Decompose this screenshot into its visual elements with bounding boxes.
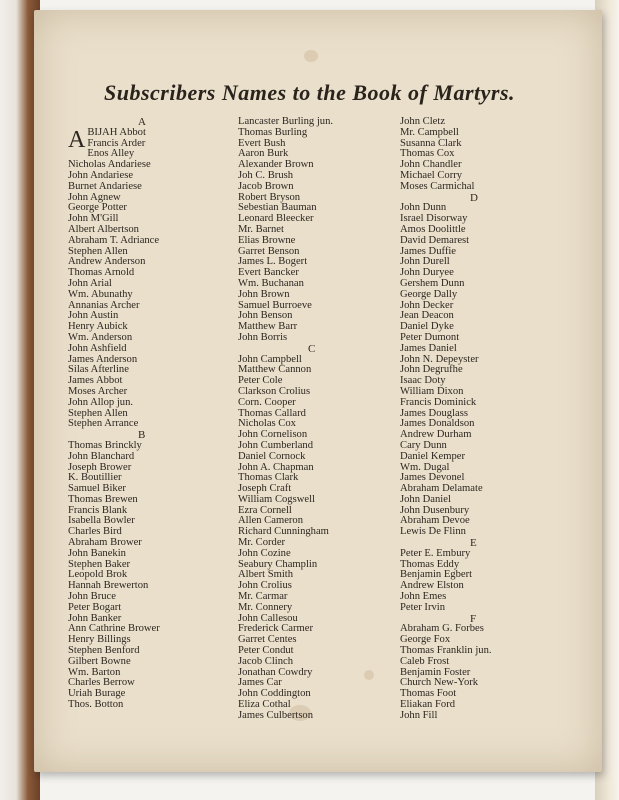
subscriber-name: Frederick Carmer [238, 623, 314, 635]
subscriber-name: Daniel Kemper [400, 450, 466, 462]
subscriber-name: Matthew Barr [238, 321, 298, 333]
subscriber-name: Nicholas Cox [238, 418, 296, 430]
subscriber-column-2 [238, 117, 388, 722]
subscriber-name: John Borris [238, 331, 288, 343]
drop-cap-letter: A [68, 126, 86, 153]
subscriber-name: James Car [238, 677, 282, 689]
subscriber-name: John Duryee [400, 267, 454, 279]
subscriber-name: Ezra Cornell [238, 504, 292, 516]
subscriber-name: James Daniel [400, 342, 457, 354]
subscriber-name: Peter Condut [238, 645, 294, 657]
subscriber-name: George Fox [400, 634, 451, 646]
subscriber-name: John Decker [400, 299, 454, 311]
subscriber-column-3 [400, 117, 550, 722]
subscriber-name: William Cogswell [238, 493, 315, 505]
subscriber-name: John Arial [68, 277, 112, 289]
subscriber-name: John Banekin [68, 547, 126, 559]
subscriber-name: Mr. Barnet [238, 223, 284, 235]
subscriber-name: Daniel Cornock [238, 450, 306, 462]
subscriber-name: Isabella Bowler [68, 515, 135, 527]
subscriber-name: Matthew Cannon [238, 364, 312, 376]
subscriber-name: James Abbot [68, 375, 123, 387]
section-letter: B [138, 429, 146, 442]
subscriber-name: Uriah Burage [68, 688, 126, 700]
subscriber-name: Peter Dumont [400, 331, 460, 343]
subscriber-name: Silas Afterline [68, 364, 129, 376]
subscriber-name: Albert Albertson [68, 223, 139, 235]
subscriber-name: Michael Corry [400, 169, 463, 181]
subscriber-name: Israel Disorway [400, 213, 468, 225]
subscriber-name: Stephen Baker [68, 558, 131, 570]
subscriber-name: Leonard Bleecker [238, 213, 314, 225]
subscriber-name: Burnet Andariese [68, 180, 142, 192]
subscriber-name: Andrew Elston [400, 580, 464, 592]
subscriber-name: Francis Blank [68, 504, 128, 516]
subscriber-name: Charles Bird [68, 526, 122, 538]
subscriber-name: John Ashfield [68, 342, 127, 354]
subscriber-name: Thomas Brinckly [68, 439, 142, 451]
subscriber-name: Robert Bryson [238, 191, 301, 203]
subscriber-name: Jonathan Cowdry [238, 666, 313, 678]
subscriber-name: Jean Deacon [400, 310, 454, 322]
subscriber-name: Leopold Brok [68, 569, 128, 581]
subscriber-name: Daniel Dyke [400, 321, 454, 333]
subscriber-name: John Durell [400, 256, 450, 268]
subscriber-name: Abraham Brower [68, 537, 142, 549]
subscriber-name: Samuel Biker [68, 483, 126, 495]
subscriber-name: George Dally [400, 288, 458, 300]
subscriber-name: John Brown [238, 288, 290, 300]
subscriber-name: Gershem Dunn [400, 277, 465, 289]
subscriber-name: Francis Dominick [400, 396, 477, 408]
subscriber-name: James L. Bogert [238, 256, 308, 268]
subscriber-name: Jacob Clinch [238, 655, 294, 667]
subscriber-name: John Chandler [400, 159, 462, 171]
subscriber-name: John Campbell [238, 353, 302, 365]
subscriber-name: Peter Bogart [68, 601, 122, 613]
subscriber-name: John Bruce [68, 591, 116, 603]
subscriber-name: John Callesou [238, 612, 298, 624]
subscriber-name: Andrew Anderson [68, 256, 146, 268]
subscriber-name: Andrew Durham [400, 429, 472, 441]
subscriber-name: Mr. Campbell [400, 126, 459, 138]
subscriber-name: Caleb Frost [400, 655, 450, 667]
subscriber-name: Joseph Craft [238, 483, 292, 495]
subscriber-name: Thomas Franklin jun. [400, 645, 492, 657]
subscriber-name: David Demarest [400, 234, 470, 246]
subscriber-name: Thos. Botton [68, 699, 124, 711]
subscriber-name: Isaac Doty [400, 375, 446, 387]
subscriber-name: Thomas Brewen [68, 493, 138, 505]
subscriber-name: Corn. Cooper [238, 396, 296, 408]
subscriber-name: Stephen Allen [68, 245, 128, 257]
subscriber-name: Allen Cameron [238, 515, 304, 527]
subscriber-name: Richard Cunningham [238, 526, 329, 538]
subscriber-name: Lewis De Flinn [400, 526, 466, 538]
subscriber-name: Wm. Abunathy [68, 288, 133, 300]
subscriber-name: Ann Cathrine Brower [68, 623, 160, 635]
subscriber-name: Albert Smith [238, 569, 294, 581]
subscriber-name: Evert Bancker [238, 267, 299, 279]
subscriber-name: Thomas Arnold [68, 267, 135, 279]
subscriber-name: James Donaldson [400, 418, 475, 430]
subscriber-name: Abraham Delamate [400, 483, 483, 495]
subscriber-name: Annanias Archer [68, 299, 140, 311]
section-letter: D [470, 191, 478, 204]
subscriber-name: Wm. Dugal [400, 461, 450, 473]
subscriber-name: James Duffie [400, 245, 456, 257]
subscriber-name: Abraham Devoe [400, 515, 470, 527]
section-letter: E [470, 537, 477, 550]
subscriber-name: John Crolius [238, 580, 292, 592]
subscriber-column-1 [68, 117, 218, 711]
subscriber-name: John Benson [238, 310, 293, 322]
subscriber-name: Lancaster Burling jun. [238, 116, 334, 127]
subscriber-name: John Allop jun. [68, 396, 134, 408]
subscriber-name: John Fill [400, 709, 438, 721]
subscriber-name: Peter E. Embury [400, 547, 471, 559]
subscriber-name: John Emes [400, 591, 447, 603]
subscriber-name: Wm. Barton [68, 666, 121, 678]
subscriber-name: John Cumberland [238, 439, 314, 451]
subscriber-name: Thomas Cox [400, 148, 455, 160]
subscriber-name: John Austin [68, 310, 119, 322]
subscriber-name: Clarkson Crolius [238, 385, 311, 397]
subscriber-name: Moses Archer [68, 385, 128, 397]
subscriber-name: Henry Billings [68, 634, 131, 646]
subscriber-name: John Dusenbury [400, 504, 470, 516]
subscriber-name: James Douglass [400, 407, 468, 419]
subscriber-name: Cary Dunn [400, 439, 447, 451]
subscriber-name: John Blanchard [68, 450, 135, 462]
subscriber-name: Benjamin Egbert [400, 569, 473, 581]
subscriber-name: Abraham G. Forbes [400, 623, 484, 635]
subscriber-name: Evert Bush [238, 137, 286, 149]
subscriber-name: John Dunn [400, 202, 447, 214]
subscriber-name: John Agnew [68, 191, 121, 203]
section-letter: A [138, 116, 146, 128]
subscriber-name: John Banker [68, 612, 122, 624]
subscriber-name: William Dixon [400, 385, 464, 397]
section-letter: F [470, 612, 477, 625]
subscriber-name: John Cozine [238, 547, 291, 559]
subscriber-name: Moses Carmichal [400, 180, 475, 192]
subscriber-name: Francis Arder [87, 137, 146, 149]
subscriber-name: Aaron Burk [238, 148, 289, 160]
subscriber-name: Church New-York [400, 677, 479, 689]
subscriber-name: Seabury Champlin [238, 558, 318, 570]
subscriber-name: Thomas Burling [238, 126, 308, 138]
subscriber-name: Sebestian Bauman [238, 202, 317, 214]
subscriber-name: John N. Depeyster [400, 353, 479, 365]
subscriber-name: Charles Berrow [68, 677, 135, 689]
subscriber-name: James Culbertson [238, 709, 314, 721]
subscriber-name: Wm. Anderson [68, 331, 133, 343]
subscriber-name: George Potter [68, 202, 127, 214]
subscriber-name: Thomas Eddy [400, 558, 460, 570]
subscriber-name: Wm. Buchanan [238, 277, 304, 289]
section-letter: C [308, 342, 316, 355]
subscriber-name: Enos Alley [87, 148, 135, 160]
subscriber-name: Mr. Corder [238, 537, 286, 549]
subscriber-name: Thomas Clark [238, 472, 299, 484]
subscriber-name: Abraham T. Adriance [68, 234, 160, 246]
subscriber-name: John A. Chapman [238, 461, 314, 473]
subscriber-name: Elias Browne [238, 234, 296, 246]
subscriber-name: Hannah Brewerton [68, 580, 149, 592]
subscriber-name: Samuel Burroeve [238, 299, 312, 311]
subscriber-name: Mr. Carmar [238, 591, 288, 603]
subscriber-name: Eliakan Ford [400, 699, 456, 711]
subscriber-name: John M'Gill [68, 213, 119, 225]
subscriber-name: Eliza Cothal [238, 699, 291, 711]
subscriber-name: Joseph Brower [68, 461, 132, 473]
subscriber-name: Gilbert Bowne [68, 655, 131, 667]
subscriber-name: Mr. Connery [238, 601, 293, 613]
subscriber-name: James Anderson [68, 353, 138, 365]
subscriber-name: Susanna Clark [400, 137, 462, 149]
subscriber-name: Nicholas Andariese [68, 159, 151, 171]
subscriber-name: Thomas Foot [400, 688, 457, 700]
subscriber-name: James Devonel [400, 472, 465, 484]
drop-cap-rest: BIJAH Abbot [87, 126, 146, 138]
subscriber-name: Garret Benson [238, 245, 300, 257]
subscriber-name: Benjamin Foster [400, 666, 471, 678]
subscriber-name: Amos Doolittle [400, 223, 466, 235]
subscriber-name: Henry Aubick [68, 321, 128, 333]
subscriber-name: Peter Cole [238, 375, 283, 387]
subscriber-name: John Andariese [68, 169, 134, 181]
subscriber-name: Thomas Callard [238, 407, 306, 419]
subscriber-name: John Daniel [400, 493, 451, 505]
paper-stain [304, 50, 318, 62]
page-title: Subscribers Names to the Book of Martyrs. [103, 80, 516, 105]
subscriber-name: John Cornelison [238, 429, 308, 441]
subscriber-name: Joh C. Brush [238, 169, 294, 181]
subscriber-name: John Cletz [400, 116, 446, 127]
subscriber-name: Stephen Allen [68, 407, 128, 419]
subscriber-name: Stephen Arrance [68, 418, 139, 430]
subscriber-name: Alexander Brown [238, 159, 314, 171]
subscriber-name: John Coddington [238, 688, 311, 700]
subscriber-name: Garret Centes [238, 634, 297, 646]
subscriber-name: Peter Irvin [400, 601, 446, 613]
subscriber-name: John Degrufhe [400, 364, 463, 376]
subscriber-name: Jacob Brown [238, 180, 294, 192]
subscriber-name: K. Boutillier [68, 472, 122, 484]
subscriber-name: Stephen Benford [68, 645, 140, 657]
